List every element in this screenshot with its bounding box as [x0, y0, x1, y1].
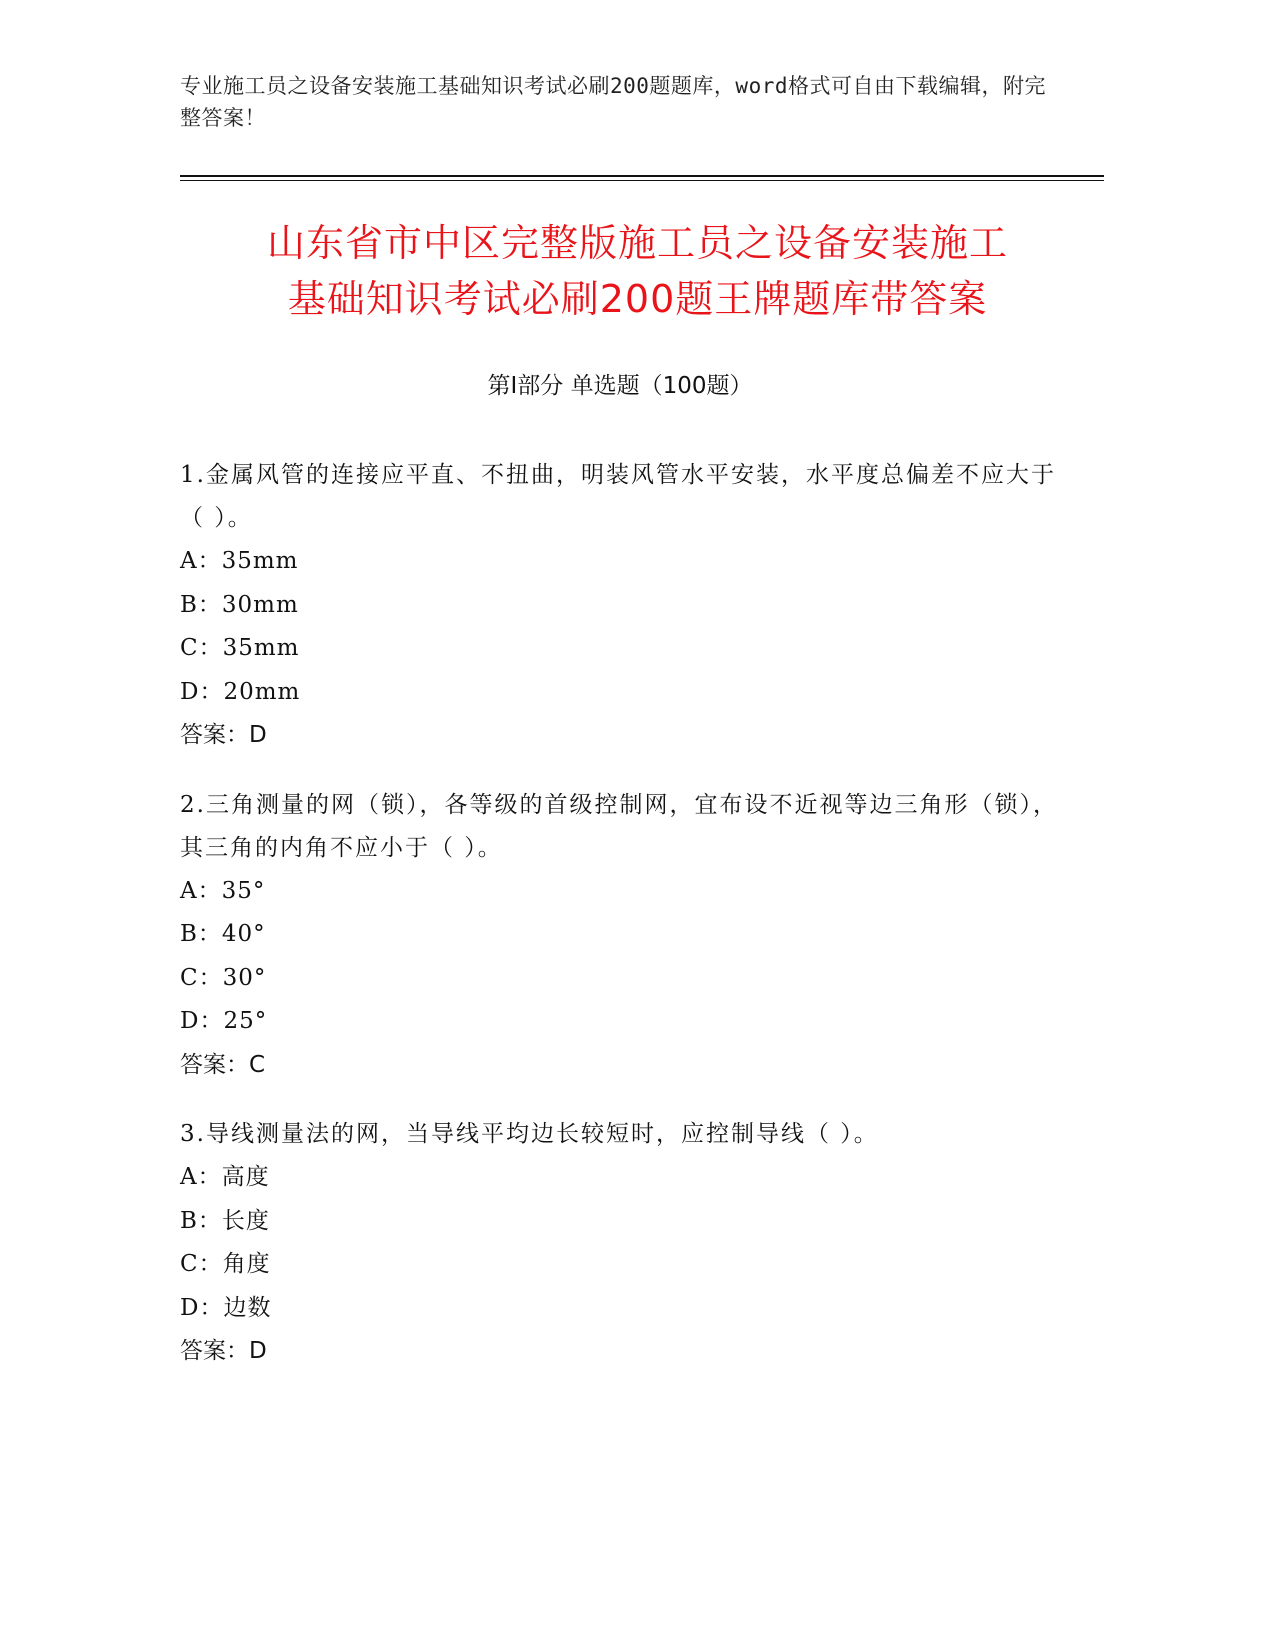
option-b: B：30mm [180, 591, 299, 618]
question-2 [180, 784, 1060, 1088]
option-a: A：高度 [180, 1164, 270, 1190]
document-title [150, 215, 1125, 327]
option-d: D：25° [180, 1008, 268, 1034]
document-title-line-2: 基础知识考试必刷200题王牌题库带答案 [287, 277, 988, 321]
document-title-line-1: 山东省市中区完整版施工员之设备安装施工 [266, 221, 1008, 265]
option-d: D：20mm [180, 678, 301, 705]
question-list [180, 454, 1060, 1400]
question-1 [180, 454, 1060, 758]
option-b: B：40° [180, 921, 266, 947]
option-c: C：35mm [180, 635, 300, 661]
section-title: 第Ⅰ部分 单选题（100题） [487, 373, 753, 399]
question-stem: 3.导线测量法的网，当导线平均边长较短时，应控制导线（ ）。 [180, 1121, 879, 1147]
option-b: B：长度 [180, 1207, 270, 1234]
answer: 答案：D [180, 1338, 267, 1364]
header-divider-thick [180, 175, 1104, 177]
question-stem: 1.金属风管的连接应平直、不扭曲，明装风管水平安装，水平度总偏差不应大于（ ）。 [180, 462, 1056, 531]
header-note: 专业施工员之设备安装施工基础知识考试必刷200题题库，word格式可自由下载编辑，附完整答案！ [180, 74, 1046, 130]
answer: 答案：D [180, 722, 267, 748]
option-c: C：30° [180, 964, 267, 991]
option-d: D：边数 [180, 1294, 272, 1321]
question-3 [180, 1113, 1060, 1374]
answer: 答案：C [180, 1051, 266, 1078]
option-a: A：35° [180, 877, 266, 904]
option-c: C：角度 [180, 1251, 271, 1277]
question-stem: 2.三角测量的网（锁），各等级的首级控制网，宜布设不近视等边三角形（锁），其三角的内角不应小于（ ）。 [180, 791, 1058, 861]
header-divider-thin [180, 180, 1104, 181]
option-a: A：35mm [180, 548, 299, 574]
